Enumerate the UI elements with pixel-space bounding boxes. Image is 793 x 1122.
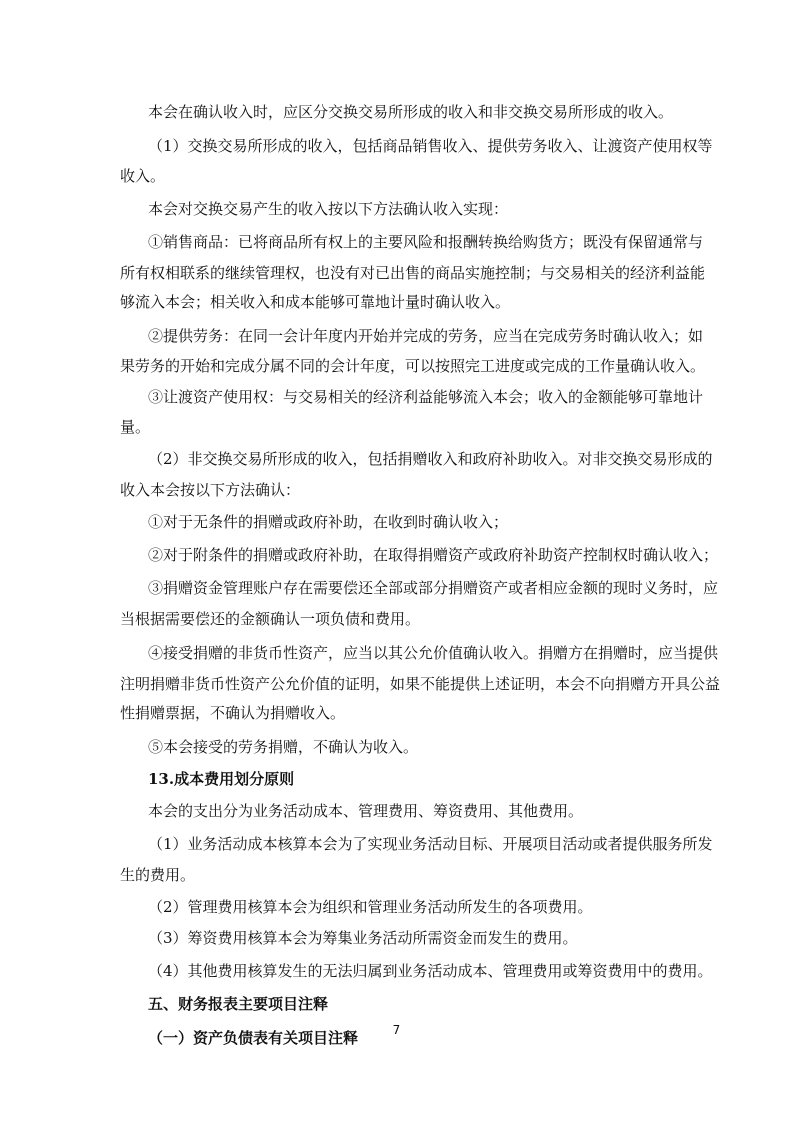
paragraph-line: （4）其他费用核算发生的无法归属到业务活动成本、管理费用或筹资费用中的费用。 [148, 962, 713, 980]
paragraph-line: 本会对交换交易产生的收入按以下方法确认收入实现： [148, 200, 509, 218]
subsection-heading: （一）资产负债表有关项目注释 [148, 1029, 359, 1047]
paragraph-line: 本会在确认收入时，应区分交换交易所形成的收入和非交换交易所形成的收入。 [148, 103, 674, 121]
paragraph-line: （2）非交换交易所形成的收入，包括捐赠收入和政府补助收入。对非交换交易形成的 [148, 450, 713, 468]
paragraph-line: ①对于无条件的捐赠或政府补助，在收到时确认收入； [148, 513, 509, 531]
paragraph-line: ①销售商品：已将商品所有权上的主要风险和报酬转换给购货方；既没有保留通常与 [148, 233, 704, 251]
paragraph-line: （1）交换交易所形成的收入，包括商品销售收入、提供劳务收入、让渡资产使用权等 [148, 137, 713, 155]
paragraph-line: ⑤本会接受的劳务捐赠，不确认为收入。 [148, 738, 419, 756]
paragraph-line: （1）业务活动成本核算本会为了实现业务活动目标、开展项目活动或者提供服务所发 [148, 835, 713, 853]
paragraph-line: 本会的支出分为业务活动成本、管理费用、筹资费用、其他费用。 [148, 802, 584, 820]
paragraph-line: 性捐赠票据，不确认为捐赠收入。 [120, 704, 346, 722]
paragraph-line: 量。 [120, 418, 151, 436]
section-heading: 13.成本费用划分原则 [148, 770, 295, 788]
paragraph-line: ②对于附条件的捐赠或政府补助，在取得捐赠资产或政府补助资产控制权时确认收入； [148, 546, 719, 564]
chapter-heading: 五、财务报表主要项目注释 [148, 995, 329, 1013]
paragraph-line: 生的费用。 [120, 866, 196, 884]
paragraph-line: 注明捐赠非货币性资产公允价值的证明，如果不能提供上述证明，本会不向捐赠方开具公益 [120, 675, 721, 693]
page-number: 7 [392, 1023, 401, 1037]
paragraph-line: 所有权相联系的继续管理权，也没有对已出售的商品实施控制；与交易相关的经济利益能 [120, 264, 706, 282]
paragraph-line: （2）管理费用核算本会为组织和管理业务活动所发生的各项费用。 [148, 898, 593, 916]
paragraph-line: ③捐赠资金管理账户存在需要偿还全部或部分捐赠资产或者相应金额的现时义务时，应 [148, 579, 719, 597]
paragraph-line: 收入本会按以下方法确认： [120, 481, 301, 499]
paragraph-line: 够流入本会；相关收入和成本能够可靠地计量时确认收入。 [120, 293, 511, 311]
paragraph-line: 果劳务的开始和完成分属不同的会计年度，可以按照完工进度或完成的工作量确认收入。 [120, 357, 706, 375]
paragraph-line: ②提供劳务：在同一会计年度内开始并完成的劳务，应当在完成劳务时确认收入；如 [148, 327, 704, 345]
paragraph-line: ④接受捐赠的非货币性资产，应当以其公允价值确认收入。捐赠方在捐赠时，应当提供 [148, 644, 719, 662]
paragraph-line: （3）筹资费用核算本会为筹集业务活动所需资金而发生的费用。 [148, 929, 578, 947]
paragraph-line: ③让渡资产使用权：与交易相关的经济利益能够流入本会；收入的金额能够可靠地计 [148, 388, 704, 406]
paragraph-line: 当根据需要偿还的金额确认一项负债和费用。 [120, 610, 421, 628]
paragraph-line: 收入。 [120, 167, 166, 185]
